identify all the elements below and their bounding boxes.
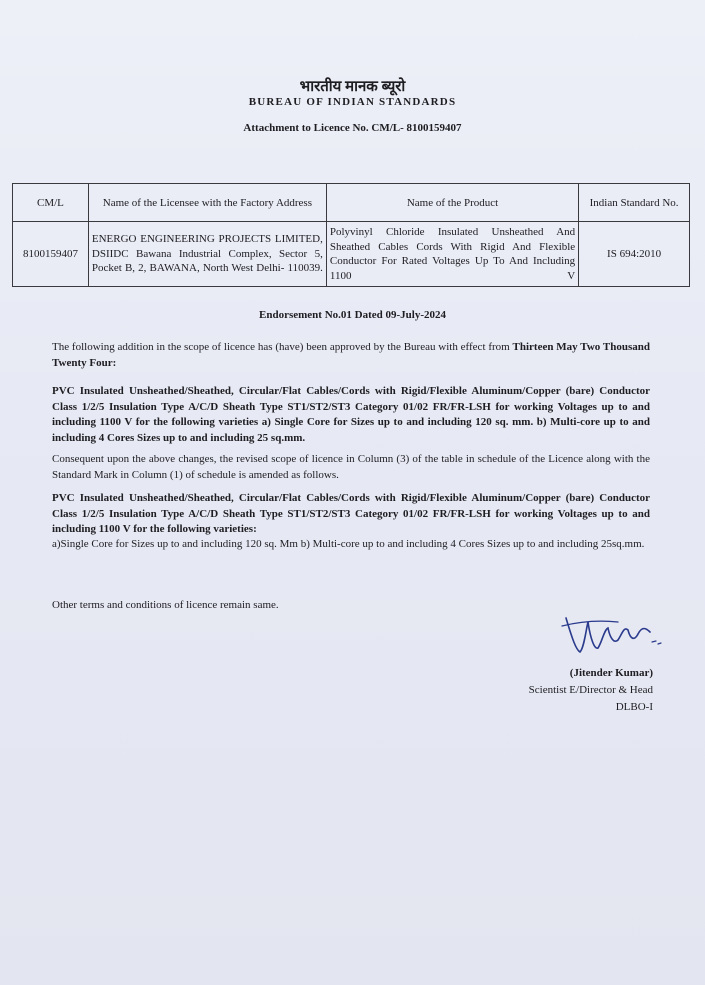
paragraph-addition [52,384,650,446]
signatory-name: (Jitender Kumar) [569,667,653,679]
bureau-title: BUREAU OF INDIAN STANDARDS [248,96,457,108]
paragraph-approval [52,340,650,371]
attachment-heading: Attachment to Licence No. CM/L- 8100159407 [243,122,462,134]
paragraph-revised-scope [52,491,650,538]
signatory-dept: DLBO-I [615,701,653,713]
paragraph-varieties: a)Single Core for Sizes up to and including 120 sq. Mm b) Multi-core up to and including 4 Cores Sizes up to and including 25sq.mm. [52,538,645,550]
header-cml: CM/L [13,184,89,222]
cell-cml: 8100159407 [13,222,89,287]
approval-text: The following addition in the scope of licence has (have) been approved by the Bureau with effect from [52,341,513,353]
header-product: Name of the Product [326,184,578,222]
cell-product: Polyvinyl Chloride Insulated Unsheathed And Sheathed Cables Cords With Rigid And Flexible Conductor For Rated Voltages Up To And Including 1100 V [326,222,578,287]
signatory-title: Scientist E/Director & Head [528,684,653,696]
cell-standard: IS 694:2010 [579,222,690,287]
cell-licensee: ENERGO ENGINEERING PROJECTS LIMITED, DSIIDC Bawana Industrial Complex, Sector 5, Pocket B, 2, BAWANA, North West Delhi- 110039. [88,222,326,287]
header-standard: Indian Standard No. [579,184,690,222]
header-licensee: Name of the Licensee with the Factory Address [88,184,326,222]
paragraph-consequent: Consequent upon the above changes, the revised scope of licence in Column (3) of the table in schedule of the Licence along with the Standard Mark in Column (1) of schedule is amended as follows. [52,453,650,481]
licence-table [12,183,690,287]
approval-date: Thirteen May Two Thousand Twenty Four: [52,341,650,369]
revised-scope-text: PVC Insulated Unsheathed/Sheathed, Circular/Flat Cables/Cords with Rigid/Flexible Aluminum/Copper (bare) Conductor Class 1/2/5 Insulation Type A/C/D Sheath Type ST1/ST2/ST3 Category 01/02 FR/FR-LSH for working Voltages up to and including 1100 V for the following varieties: [52,492,650,535]
endorsement-heading: Endorsement No.01 Dated 09-July-2024 [259,309,446,321]
addition-text: PVC Insulated Unsheathed/Sheathed, Circular/Flat Cables/Cords with Rigid/Flexible Aluminum/Copper (bare) Conductor Class 1/2/5 Insulation Type A/C/D Sheath Type ST1/ST2/ST3 Category 01/02 FR/FR-LSH for working Voltages up to and including 1100 V for the following varieties a) Single Core for Sizes up to and including 120 sq. mm. b) Multi-core up to and including 4 Cores Sizes up to and including 25 sq.mm. [52,385,650,444]
table-header-row [13,184,690,222]
signature-image [558,608,668,663]
paragraph-other-terms: Other terms and conditions of licence remain same. [52,599,279,611]
hindi-title: भारतीय मानक ब्यूरो [299,79,406,95]
table-row [13,222,690,287]
